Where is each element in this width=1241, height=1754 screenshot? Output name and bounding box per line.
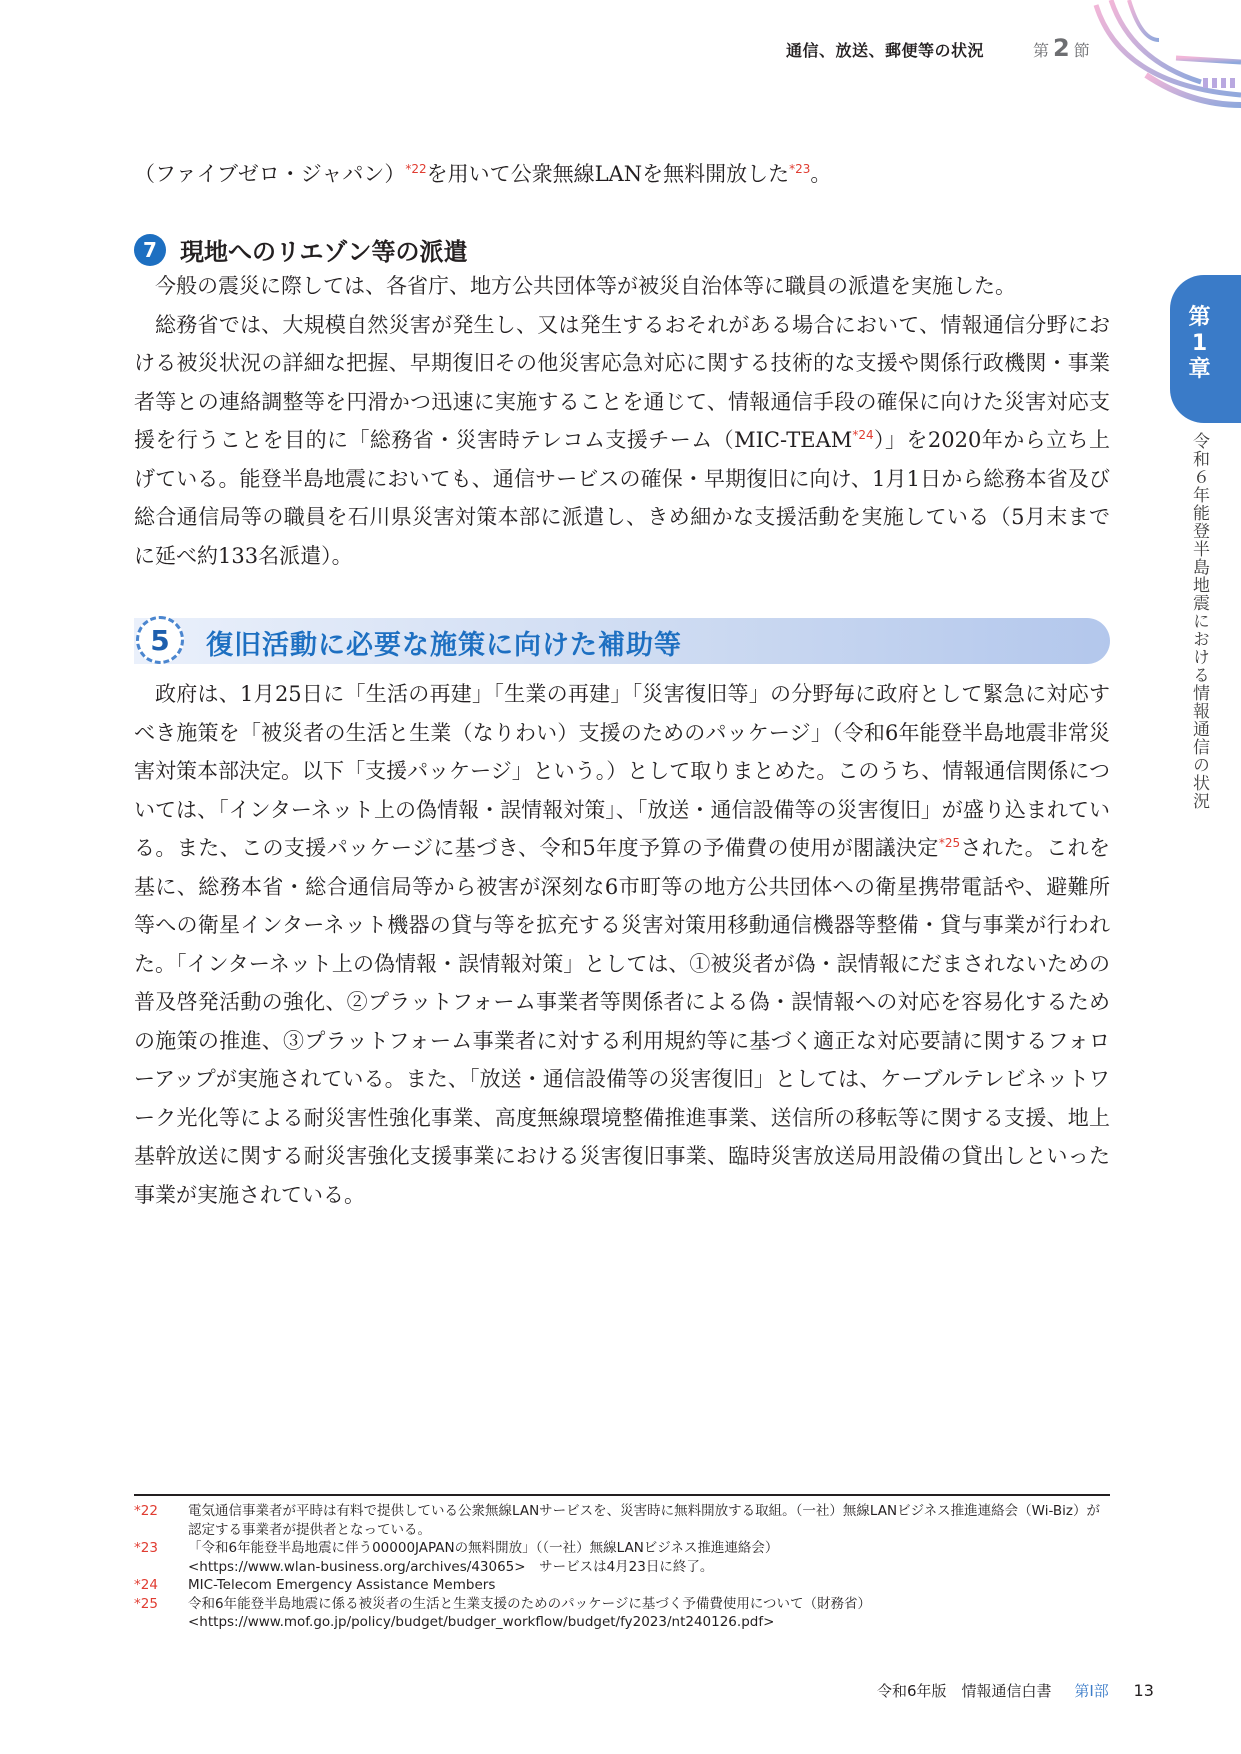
publication-title: 令和6年版 情報通信白書 xyxy=(877,1682,1052,1700)
text: ）」を2020年から立ち上げている。能登半島地震においても、通信サービスの確保・早期復旧に向け、1月1日から総務本省及び総合通信局等の職員を石川県災害対策本部に派遣し、きめ細かな支援活動を実施している（5月末までに延べ約133名派遣）。 xyxy=(134,428,1111,568)
footnote-mark: *23 xyxy=(134,1540,158,1556)
footnote-text: MIC-Telecom Emergency Assistance Members xyxy=(188,1577,496,1593)
text: 政府は、1月25日に「生活の再建」「生業の再建」「災害復旧等」の分野毎に政府として緊急に対応すべき施策を「被災者の生活と生業（なりわい）支援のためのパッケージ」（令和6年能登半島地震非常災害対策本部決定。以下「支援パッケージ」という。）として取りまとめた。このうち、情報通信関係については、「インターネット上の偽情報・誤情報対策」、「放送・通信設備等の災害復旧」が盛り込まれている。また、この支援パッケージに基づき、令和5年度予算の予備費の使用が閣議決定 xyxy=(134,682,1110,860)
footnote-24 xyxy=(134,1576,1110,1595)
section-title: 復旧活動に必要な施策に向けた補助等 xyxy=(206,630,682,661)
chapter-number: 1 xyxy=(1191,331,1208,356)
section-suffix: 節 xyxy=(1073,41,1090,60)
decorative-arc-icon xyxy=(1091,0,1241,115)
part-label: 第Ⅰ部 xyxy=(1074,1682,1109,1700)
chapter-char: 章 xyxy=(1188,357,1211,382)
continuation-paragraph xyxy=(134,158,831,188)
paragraph xyxy=(134,306,1110,576)
footnote-23 xyxy=(134,1539,1110,1576)
footnote-mark: *25 xyxy=(134,1595,158,1612)
paragraph xyxy=(134,675,1110,1214)
text: （ファイブゼロ・ジャパン） xyxy=(134,162,406,186)
footnote-link[interactable]: <https://www.wlan-business.org/archives/43065> サービスは4月23日に終了。 xyxy=(188,1558,714,1575)
text: 。 xyxy=(810,162,832,186)
text: された。これを基に、総務本省・総合通信局等から被害が深刻な6市町等の地方公共団体への衛星携帯電話や、避難所等への衛星インターネット機器の貸与等を拡充する災害対策用移動通信機器等整備・貸与事業が行われた。「インターネット上の偽情報・誤情報対策」としては、①被災者が偽・誤情報にだまされないための普及啓発活動の強化、②プラットフォーム事業者等関係者による偽・誤情報への対応を容易化するための施策の推進、③プラットフォーム事業者に対する利用規約等に基づく適正な対応要請に関するフォローアップが実施されている。また、「放送・通信設備等の災害復旧」としては、ケーブルテレビネットワーク光化等による耐災害性強化事業、高度無線環境整備推進事業、送信所の移転等に関する支援、地上基幹放送に関する耐災害強化支援事業における災害復旧事業、臨時災害放送局用設備の貸出しといった事業が実施されている。 xyxy=(134,836,1110,1207)
page-footer xyxy=(877,1680,1154,1701)
footnote-25 xyxy=(134,1595,1110,1632)
subsection-number-badge: 7 xyxy=(134,234,166,266)
page-number: 13 xyxy=(1133,1681,1154,1700)
text: を用いて公衆無線LANを無料開放した xyxy=(426,162,790,186)
chapter-tab xyxy=(1170,275,1241,423)
subsection-title: 現地へのリエゾン等の派遣 xyxy=(180,238,468,266)
footnote-ref[interactable]: *23 xyxy=(789,162,811,176)
text: 総務省では、大規模自然災害が発生し、又は発生するおそれがある場合において、情報通信分野における被災状況の詳細な把握、早期復旧その他災害応急対応に関する技術的な支援や関係行政機関・事業者等との連絡調整等を円滑かつ迅速に実施することを通じて、情報通信手段の確保に向けた災害対応支援を行うことを目的に「総務省・災害時テレコム支援チーム（MIC-TEAM xyxy=(134,312,1110,452)
chapter-vertical-title: 令和６年能登半島地震における情報通信の状況 xyxy=(1189,432,1209,810)
footnote-divider xyxy=(134,1494,1110,1496)
footnote-text: 「令和6年能登半島地震に伴う00000JAPANの無料開放」（（一社）無線LANビジネス推進連絡会） xyxy=(188,1540,779,1556)
section-number-badge: 5 xyxy=(136,616,184,664)
footnote-body xyxy=(188,1539,1110,1576)
footnote-text: 令和6年能登半島地震に係る被災者の生活と生業支援のためのパッケージに基づく予備費使用について（財務省） xyxy=(188,1595,872,1612)
section-body xyxy=(134,675,1110,1214)
footnote-mark: *22 xyxy=(134,1503,158,1519)
footnote-ref[interactable]: *22 xyxy=(405,162,427,176)
section-heading-bar xyxy=(134,618,1110,664)
running-header-title: 通信、放送、郵便等の状況 xyxy=(786,41,985,60)
footnote-text: 電気通信事業者が平時は有料で提供している公衆無線LANサービスを、災害時に無料開放する取組。（一社）無線LANビジネス推進連絡会（Wi-Biz）が認定する事業者が提供者となっている。 xyxy=(188,1503,1100,1538)
section-label xyxy=(1033,34,1090,62)
footnote-mark: *24 xyxy=(134,1577,158,1593)
section-prefix: 第 xyxy=(1033,41,1050,60)
footnotes xyxy=(134,1502,1110,1632)
paragraph: 今般の震災に際しては、各省庁、地方公共団体等が被災自治体等に職員の派遣を実施した。 xyxy=(155,274,1016,298)
footnote-link[interactable]: <https://www.mof.go.jp/policy/budget/budger_workflow/budget/fy2023/nt240126.pdf> xyxy=(188,1614,775,1630)
footnote-ref[interactable]: *25 xyxy=(938,836,961,850)
footnote-ref[interactable]: *24 xyxy=(852,428,874,442)
footnote-body xyxy=(188,1595,1110,1632)
section-number: 2 xyxy=(1053,34,1070,62)
subsection-heading xyxy=(134,232,468,267)
footnote-22 xyxy=(134,1502,1110,1539)
subsection-body xyxy=(134,267,1110,575)
chapter-char: 第 xyxy=(1188,305,1211,330)
